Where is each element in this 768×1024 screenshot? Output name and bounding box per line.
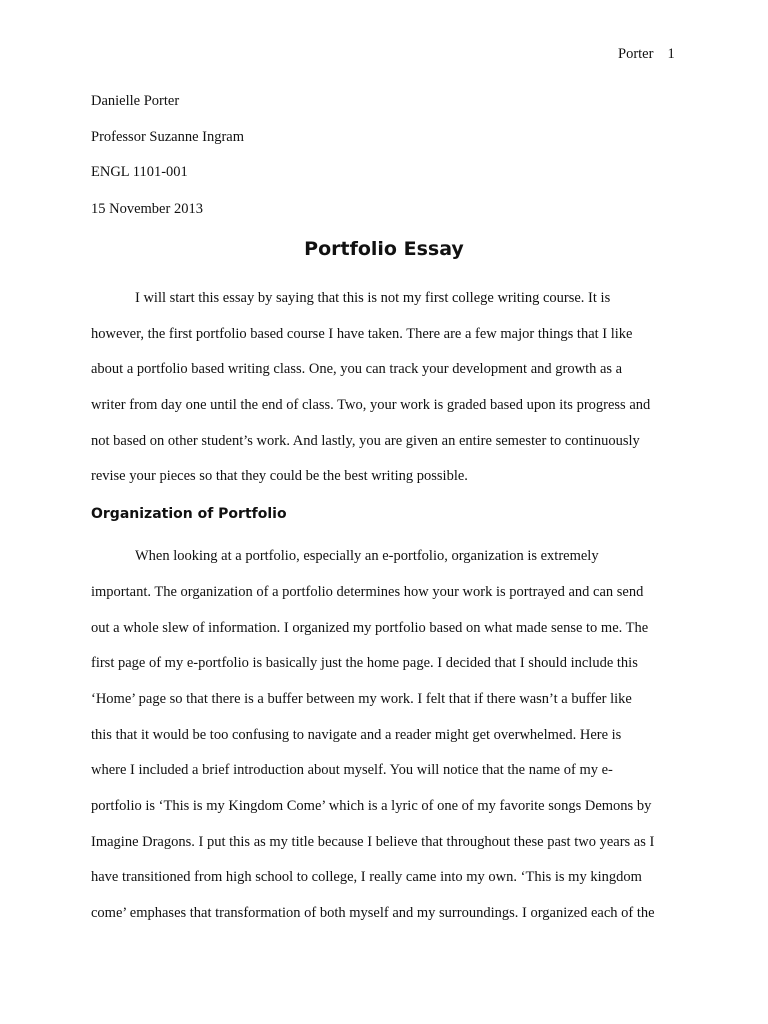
paragraph-line: first page of my e-portfolio is basically just the home page. I decided that I should include this <box>91 655 638 671</box>
paragraph-line: revise your pieces so that they could be the best writing possible. <box>91 468 468 484</box>
page-number: 1 <box>667 46 675 62</box>
paragraph-line: however, the first portfolio based course I have taken. There are a few major things that I like <box>91 326 633 342</box>
paragraph-line: out a whole slew of information. I organized my portfolio based on what made sense to me. The <box>91 620 649 636</box>
essay-title: Portfolio Essay <box>304 238 464 260</box>
section-heading: Organization of Portfolio <box>91 506 287 522</box>
paragraph-line: come’ emphases that transformation of both myself and my surroundings. I organized each of the <box>91 905 655 921</box>
paragraph-line: about a portfolio based writing class. One, you can track your development and growth as a <box>91 361 623 377</box>
professor-name: Professor Suzanne Ingram <box>91 129 245 145</box>
course-code: ENGL 1101-001 <box>91 164 188 180</box>
paragraph-line: this that it would be too confusing to navigate and a reader might get overwhelmed. Here is <box>91 727 622 743</box>
paragraph-line: I will start this essay by saying that this is not my first college writing course. It is <box>135 290 611 306</box>
paragraph-line: have transitioned from high school to college, I really came into my own. ‘This is my kingdom <box>91 869 642 885</box>
essay-date: 15 November 2013 <box>91 201 203 217</box>
paragraph-line: where I included a brief introduction about myself. You will notice that the name of my e- <box>91 762 613 778</box>
paragraph-line: Imagine Dragons. I put this as my title because I believe that throughout these past two years as I <box>91 834 655 850</box>
paragraph-line: writer from day one until the end of class. Two, your work is graded based upon its progress and <box>91 397 651 413</box>
paragraph-line: important. The organization of a portfolio determines how your work is portrayed and can send <box>91 584 644 600</box>
student-name: Danielle Porter <box>91 93 180 109</box>
paragraph-line: When looking at a portfolio, especially an e-portfolio, organization is extremely <box>135 548 599 564</box>
paragraph-line: ‘Home’ page so that there is a buffer between my work. I felt that if there wasn’t a buffer like <box>91 691 632 707</box>
header-author: Porter <box>618 46 654 62</box>
paragraph-line: not based on other student’s work. And lastly, you are given an entire semester to continuously <box>91 433 640 449</box>
paragraph-line: portfolio is ‘This is my Kingdom Come’ which is a lyric of one of my favorite songs Demons by <box>91 798 652 814</box>
running-header <box>618 46 675 63</box>
